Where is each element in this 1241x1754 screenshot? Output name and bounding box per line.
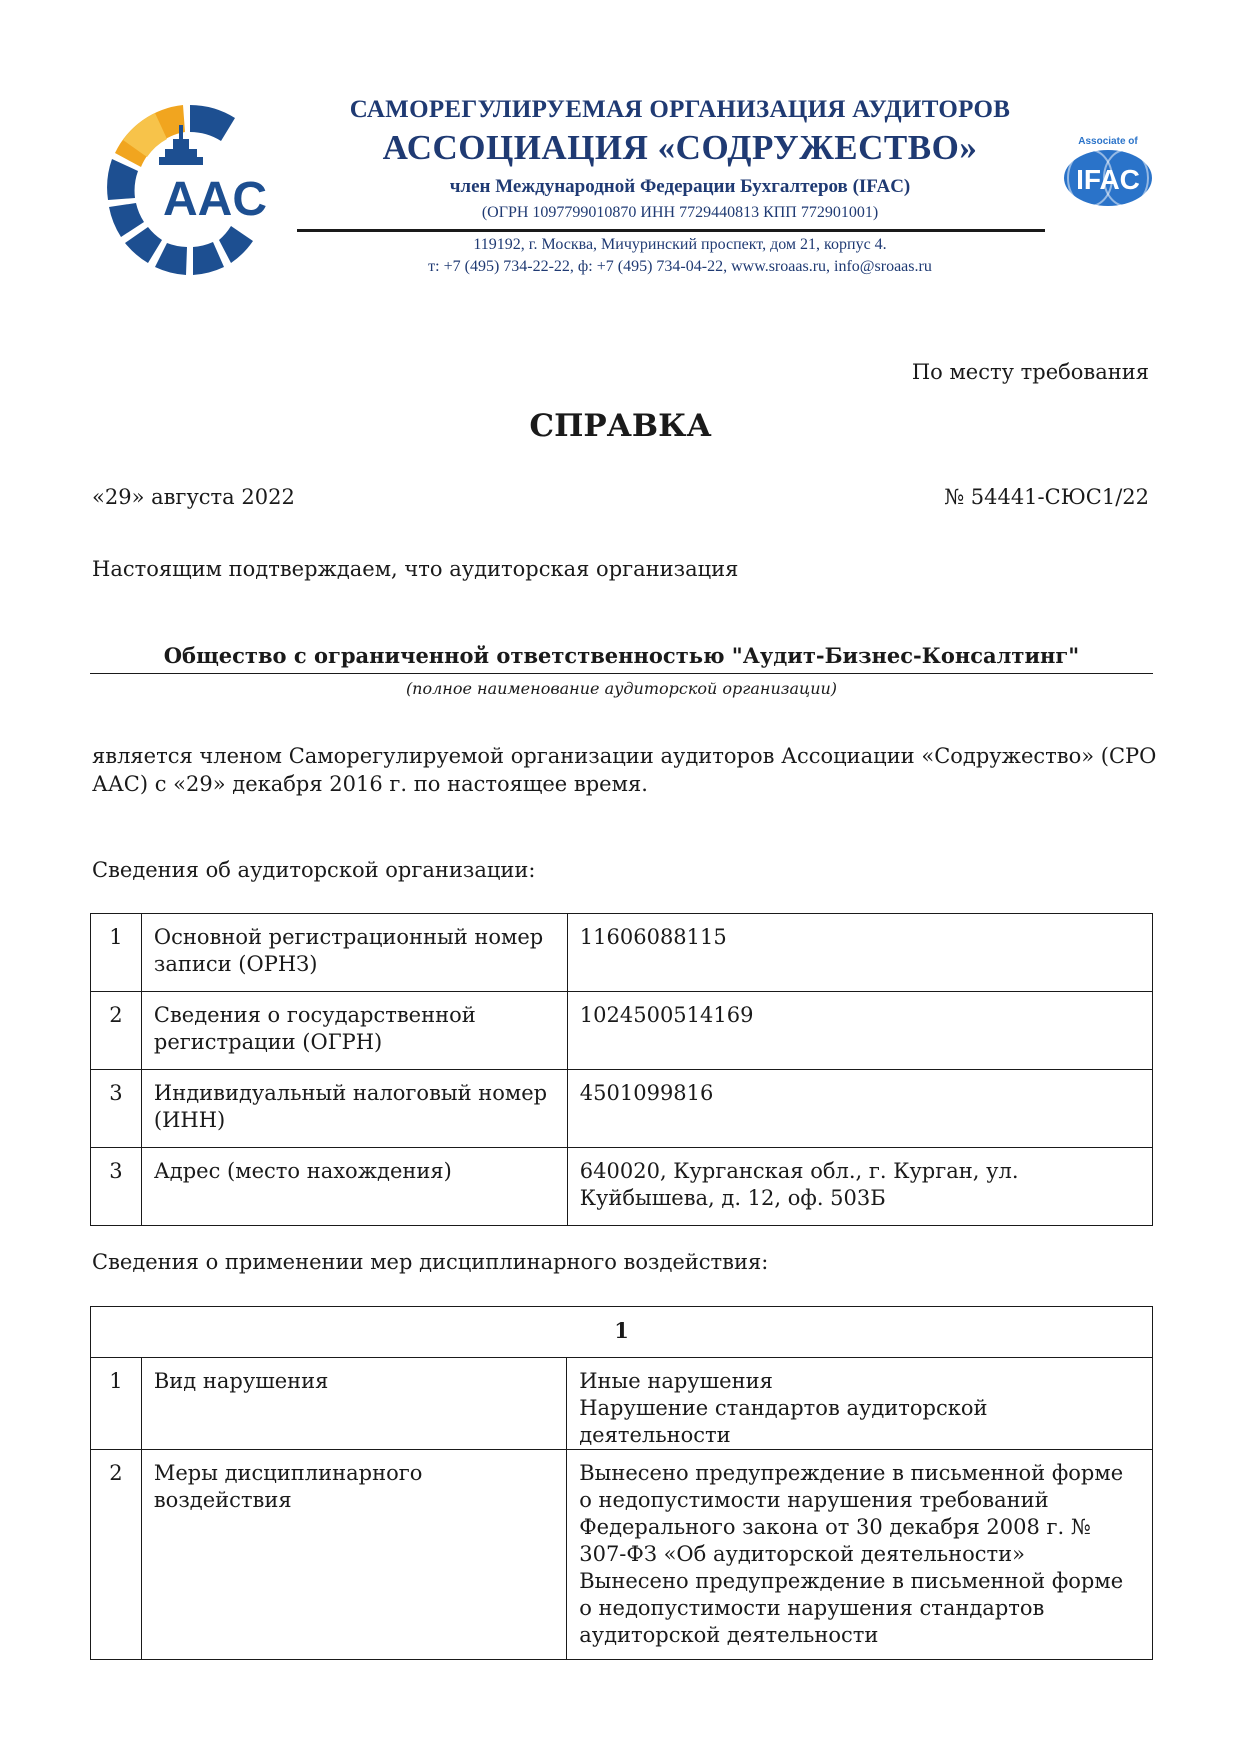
aac-logo-text: AAC	[163, 173, 267, 226]
organization-name-underline	[90, 673, 1153, 674]
row-value: 1024500514169	[567, 992, 1152, 1070]
discipline-heading: Сведения о применении мер дисциплинарного воздействия:	[92, 1250, 769, 1274]
table-row	[91, 1358, 1153, 1450]
org-registration: (ОГРН 1097799010870 ИНН 7729440813 КПП 772901001)	[481, 204, 879, 221]
org-contacts: т: +7 (495) 734-22-22, ф: +7 (495) 734-04-22, www.sroaas.ru, info@sroaas.ru	[428, 258, 932, 275]
org-line1: САМОРЕГУЛИРУЕМАЯ ОРГАНИЗАЦИЯ АУДИТОРОВ	[349, 96, 1011, 123]
row-number: 1	[91, 914, 142, 992]
header-divider	[297, 229, 1045, 232]
row-value: 11606088115	[567, 914, 1152, 992]
addressee: По месту требования	[911, 360, 1149, 384]
document-title: СПРАВКА	[529, 408, 712, 444]
row-value: Иные нарушения Нарушение стандартов аудиторской деятельности	[567, 1358, 1153, 1450]
info-heading: Сведения об аудиторской организации:	[92, 858, 536, 882]
org-line3: член Международной Федерации Бухгалтеров (IFAC)	[449, 176, 911, 197]
table-header-row	[91, 1307, 1153, 1358]
ifac-logo	[1060, 132, 1156, 212]
organization-name: Общество с ограниченной ответственностью "Аудит-Бизнес-Консалтинг"	[163, 643, 1080, 668]
row-label: Меры дисциплинарного воздействия	[141, 1450, 566, 1660]
org-address: 119192, г. Москва, Мичуринский проспект, дом 21, корпус 4.	[473, 236, 887, 253]
ifac-logo-text: IFAC	[1076, 164, 1140, 195]
table-row	[91, 1450, 1153, 1660]
row-number: 3	[91, 1070, 142, 1148]
row-number: 3	[91, 1148, 142, 1226]
document-date: «29» августа 2022	[92, 485, 295, 509]
row-label: Вид нарушения	[141, 1358, 566, 1450]
info-table	[90, 913, 1153, 1226]
row-number: 2	[91, 1450, 142, 1660]
table-row	[91, 1148, 1153, 1226]
row-value: Вынесено предупреждение в письменной форме о недопустимости нарушения требований Федерального закона от 30 декабря 2008 г. № 307-ФЗ «Об аудиторской деятельности» Вынесено предупреждение в письменной форме о недопустимости нарушения стандартов аудиторской деятельности	[567, 1450, 1153, 1660]
row-number: 2	[91, 992, 142, 1070]
row-label: Основной регистрационный номер записи (ОРНЗ)	[141, 914, 567, 992]
document-number: № 54441-СЮС1/22	[944, 485, 1149, 509]
discipline-table	[90, 1306, 1153, 1660]
row-label: Адрес (место нахождения)	[141, 1148, 567, 1226]
org-line2: АССОЦИАЦИЯ «СОДРУЖЕСТВО»	[382, 128, 978, 167]
row-value: 640020, Курганская обл., г. Курган, ул. Куйбышева, д. 12, оф. 503Б	[567, 1148, 1152, 1226]
table-header-cell: 1	[91, 1307, 1153, 1358]
table-row	[91, 992, 1153, 1070]
ifac-logo-caption: Associate of	[1078, 136, 1138, 147]
organization-name-caption: (полное наименование аудиторской организации)	[405, 679, 838, 698]
row-value: 4501099816	[567, 1070, 1152, 1148]
table-row	[91, 1070, 1153, 1148]
intro-paragraph: Настоящим подтверждаем, что аудиторская организация	[92, 557, 739, 581]
row-label: Сведения о государственной регистрации (ОГРН)	[141, 992, 567, 1070]
row-number: 1	[91, 1358, 142, 1450]
aac-logo	[95, 95, 285, 285]
membership-paragraph: является членом Саморегулируемой организации аудиторов Ассоциации «Содружество» (СРО ААС) с «29» декабря 2016 г. по настоящее время.	[92, 744, 1157, 796]
table-row	[91, 914, 1153, 992]
row-label: Индивидуальный налоговый номер (ИНН)	[141, 1070, 567, 1148]
